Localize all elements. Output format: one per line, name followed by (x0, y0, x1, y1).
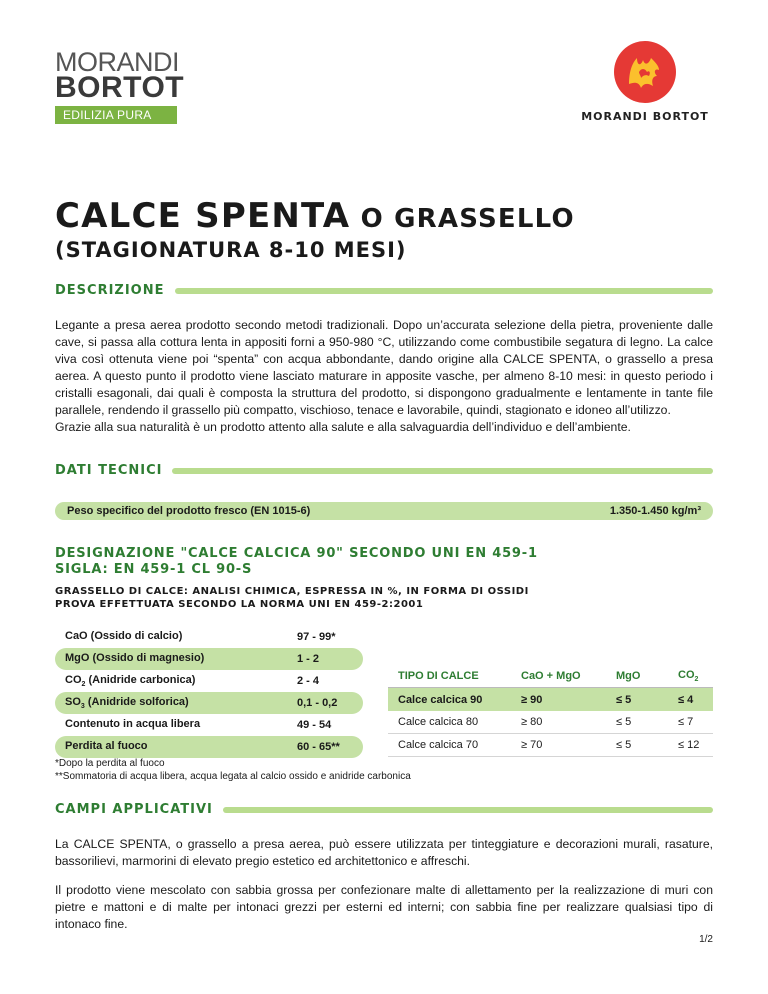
oxide-label: $SO_3$ (Anidride solforica) (65, 695, 189, 711)
table-row (388, 688, 713, 711)
title-main: CALCE SPENTA (55, 196, 351, 236)
table-row (55, 736, 363, 758)
descrizione-paragraph-1: Legante a presa aerea prodotto secondo metodi tradizionali. Dopo un’accurata selezione della pietra, proveniente dalle cave, si passa alla cottura lenta in appositi forni a 950-980 °C, utilizzando come combustibile segatura di legno. La calce viva così ottenuta viene poi “spenta” con acqua abbondante, dando origine alla CALCE SPENTA, o grassello a presa aerea. A questo punto il prodotto viene lasciato maturare in apposite vasche, per almeno 8-10 mesi: in questo periodo i cristalli esagonali, dai quali è composta la struttura del prodotto, si dispongono gradualmente e lentamente in tante file parallele, rendendo il grassello più compatto, vischioso, tenace e lavorabile, quindi, stagionato e idoneo all’utilizzo. (55, 318, 713, 417)
table-cell: ≤ 5 (616, 739, 632, 751)
table-header-row (388, 665, 713, 688)
table-cell: ≥ 80 (521, 716, 543, 728)
analysis-title: GRASSELLO DI CALCE: ANALISI CHIMICA, ESPRESSA IN %, IN FORMA DI OSSIDI (55, 586, 529, 597)
table-cell: Calce calcica 90 (398, 693, 483, 706)
oxide-value: 0,1 - 0,2 (297, 697, 338, 709)
logo-tagline: EDILIZIA PURA (55, 106, 177, 124)
oxide-label: Perdita al fuoco (65, 739, 148, 752)
column-header: $CO_2$ (678, 668, 699, 684)
section-header-campi (55, 802, 713, 817)
analysis-norm: PROVA EFFETTUATA SECONDO LA NORMA UNI EN 459-2:2001 (55, 599, 424, 610)
footnotes (55, 757, 411, 783)
designazione-subheading (55, 585, 529, 611)
section-title: DESCRIZIONE (55, 283, 165, 298)
section-divider (175, 288, 714, 294)
descrizione-text (55, 317, 713, 436)
table-cell: ≥ 70 (521, 739, 543, 751)
oxide-label: CaO (Ossido di calcio) (65, 629, 183, 642)
oxide-value: 1 - 2 (297, 653, 320, 665)
page-title (55, 196, 575, 236)
logo-line-morandi: MORANDI (55, 47, 179, 77)
table-cell: ≥ 90 (521, 693, 543, 706)
page-subtitle: (STAGIONATURA 8-10 MESI) (55, 238, 407, 262)
table-row (55, 648, 363, 670)
oxides-table (55, 626, 363, 758)
oxide-label: MgO (Ossido di magnesio) (65, 651, 205, 664)
campi-paragraph-1: La CALCE SPENTA, o grassello a presa aerea, può essere utilizzata per tinteggiature e decorazioni murali, rasature, bassorilievi, marmorini di elevato pregio estetico ed architettonico e affreschi. (55, 837, 713, 868)
table-cell: ≤ 4 (678, 693, 694, 706)
table-cell: ≤ 12 (678, 739, 700, 751)
section-title: CAMPI APPLICATIVI (55, 802, 213, 817)
section-divider (223, 807, 713, 813)
spec-row-peso (55, 502, 713, 520)
oxide-value: 2 - 4 (297, 675, 320, 687)
section-header-descrizione (55, 283, 713, 298)
table-cell: ≤ 7 (678, 716, 694, 728)
section-divider (172, 468, 713, 474)
designazione-heading (55, 546, 538, 578)
table-cell: ≤ 5 (616, 716, 632, 728)
table-cell: Calce calcica 80 (398, 716, 479, 728)
oxide-value: 60 - 65** (297, 741, 340, 753)
title-tail: O GRASSELLO (350, 204, 575, 234)
table-row (388, 711, 713, 734)
table-row (55, 714, 363, 736)
campi-paragraph-2: Il prodotto viene mescolato con sabbia grossa per confezionare malte di allettamento per la realizzazione di muri con pietre e mattoni e di malte per intonaci grezzi per esterni ed interni; con sabbia fine per realizzare qualsiasi tipo di intonaco fine. (55, 883, 713, 931)
brand-logo-left (55, 47, 185, 124)
oxide-label: $CO_2$ (Anidride carbonica) (65, 673, 196, 689)
oxide-value: 97 - 99* (297, 631, 336, 643)
lime-class-table (388, 665, 713, 757)
oxide-label: Contenuto in acqua libera (65, 717, 201, 730)
spec-value: 1.350-1.450 kg/m³ (609, 505, 701, 517)
logo-brand-text: MORANDI BORTOT (581, 110, 709, 123)
section-header-dati-tecnici (55, 463, 713, 478)
footnote: **Sommatoria di acqua libera, acqua legata al calcio ossido e anidride carbonica (55, 771, 411, 782)
spec-label: Peso specifico del prodotto fresco (EN 1015-6) (67, 505, 311, 517)
designazione-line-1: DESIGNAZIONE "CALCE CALCICA 90" SECONDO UNI EN 459-1 (55, 546, 538, 561)
table-row (55, 692, 363, 714)
column-header: CaO + MgO (521, 670, 581, 682)
designazione-line-2: SIGLA: EN 459-1 CL 90-S (55, 562, 253, 577)
table-row (55, 670, 363, 692)
flame-logo-icon (613, 40, 677, 104)
table-cell: Calce calcica 70 (398, 739, 479, 751)
table-row (55, 626, 363, 648)
oxide-value: 49 - 54 (297, 719, 332, 731)
column-header: TIPO DI CALCE (398, 670, 479, 682)
table-row (388, 734, 713, 757)
descrizione-paragraph-2: Grazie alla sua naturalità è un prodotto attento alla salute e alla salvaguardia dell’individuo e dell’ambiente. (55, 420, 631, 434)
footnote: *Dopo la perdita al fuoco (55, 758, 165, 769)
table-cell: ≤ 5 (616, 693, 632, 706)
logo-line-bortot: BORTOT (55, 71, 185, 104)
page-number: 1/2 (699, 934, 713, 945)
brand-logo-right (575, 40, 715, 123)
column-header: MgO (616, 670, 641, 682)
section-title: DATI TECNICI (55, 463, 163, 478)
